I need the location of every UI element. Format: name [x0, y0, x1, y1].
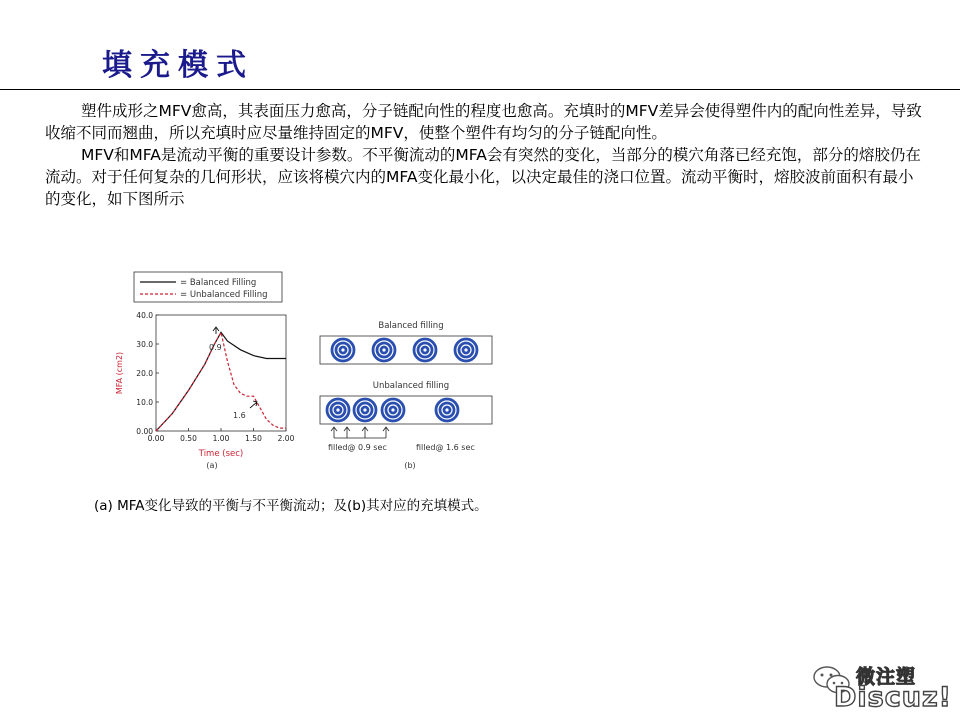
- legend-unbalanced-label: = Unbalanced Filling: [180, 290, 268, 300]
- balanced-cavity: [372, 338, 396, 362]
- unbalanced-cavities: [326, 398, 459, 422]
- x-axis-ticks: [148, 428, 295, 443]
- x-tick-label: 0.00: [147, 434, 165, 443]
- paragraph-2: MFV和MFA是流动平衡的重要设计参数。不平衡流动的MFA会有突然的变化，当部分的模穴角落已经充饱，部分的熔胶仍在流动。对于任何复杂的几何形状，应该将模穴内的MFA变化最小化，以决定最佳的浇口位置。流动平衡时，熔胶波前面积有最小的变化，如下图所示: [45, 146, 921, 208]
- y-axis-ticks: [136, 311, 159, 436]
- peak-arrow-2: [250, 401, 257, 408]
- x-tick-label: 0.50: [180, 434, 197, 443]
- unbalanced-cavity: [381, 398, 405, 422]
- x-tick-label: 1.00: [212, 434, 230, 443]
- unbalanced-cavity: [435, 398, 459, 422]
- y-tick-label: 40.0: [136, 311, 153, 320]
- slide-title: 填充模式: [102, 48, 254, 83]
- y-tick-label: 10.0: [136, 398, 153, 407]
- figure-caption: (a) MFA变化导致的平衡与不平衡流动；及(b)其对应的充填模式。: [94, 498, 488, 514]
- balanced-cavity: [413, 338, 437, 362]
- watermark-cn-text: 微注塑: [856, 666, 917, 688]
- x-axis-label: Time (sec): [198, 449, 244, 459]
- watermark: [812, 660, 952, 716]
- mfa-chart: [100, 268, 310, 478]
- body-text: [45, 100, 925, 210]
- fill-time-arrows: [331, 427, 389, 438]
- unbalanced-cavity: [326, 398, 350, 422]
- title-divider: [0, 89, 960, 90]
- figure-a-sublabel: (a): [206, 461, 218, 470]
- figure-b-sublabel: (b): [404, 461, 416, 470]
- unbalanced-filling-title: Unbalanced filling: [372, 381, 450, 391]
- x-tick-label: 2.00: [277, 434, 295, 443]
- paragraph-1: 塑件成形之MFV愈高，其表面压力愈高，分子链配向性的程度也愈高。充填时的MFV差异会使得塑件内的配向性差异，导致收缩不同而翘曲，所以充填时应尽量维持固定的MFV，使整个塑件有均匀的分子链配向性。: [45, 102, 922, 142]
- filled-time-label-right: filled@ 1.6 sec: [416, 443, 475, 452]
- watermark-en-text: Discuz!: [834, 682, 952, 713]
- y-tick-label: 0.00: [136, 427, 153, 436]
- balanced-filling-title: Balanced filling: [378, 321, 444, 331]
- legend-balanced-label: = Balanced Filling: [180, 278, 257, 288]
- peak-label-2: 1.6: [233, 411, 246, 420]
- unbalanced-cavity: [353, 398, 377, 422]
- y-tick-label: 20.0: [136, 369, 153, 378]
- filling-pattern-diagram: [310, 310, 500, 470]
- peak-arrow-1: [213, 327, 219, 334]
- filled-time-label-left: filled@ 0.9 sec: [328, 443, 387, 452]
- x-tick-label: 1.50: [245, 434, 262, 443]
- y-tick-label: 30.0: [136, 340, 153, 349]
- peak-label-1: 0.9: [209, 343, 222, 352]
- balanced-cavity: [331, 338, 355, 362]
- balanced-cavity: [454, 338, 478, 362]
- y-axis-label: MFA (cm2): [115, 351, 124, 395]
